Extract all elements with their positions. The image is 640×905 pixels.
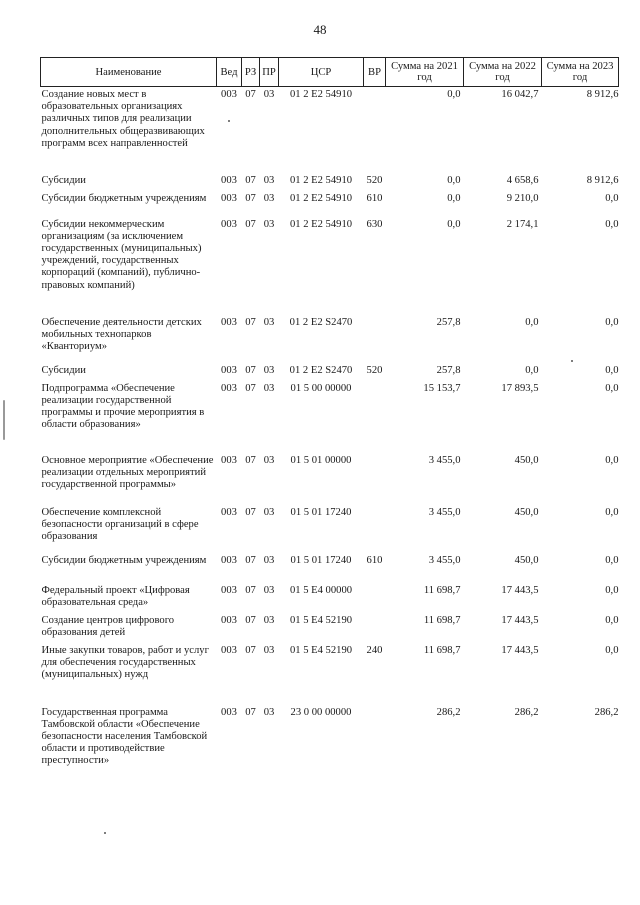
row-rz: 07 [245, 382, 256, 394]
row-vr: 520 [366, 364, 383, 376]
row-sum-2021: 15 153,7 [423, 382, 461, 394]
row-ved: 003 [221, 506, 237, 518]
row-sum-2022: 0,0 [525, 316, 539, 328]
row-pr: 03 [263, 584, 275, 596]
row-sum-2021: 3 455,0 [428, 554, 461, 566]
table-row [41, 505, 619, 553]
row-vr [364, 453, 386, 505]
scan-speck [3, 400, 5, 440]
row-rz: 07 [245, 218, 256, 230]
header-sum-2022: Сумма на 2022 год [464, 58, 542, 87]
table-row [41, 453, 619, 505]
row-csr: 01 2 E2 54910 [289, 192, 353, 204]
row-rz: 07 [245, 316, 256, 328]
row-pr: 03 [263, 554, 275, 566]
row-pr: 03 [263, 364, 275, 376]
row-rz: 07 [245, 554, 256, 566]
row-ved: 003 [221, 364, 237, 376]
header-vr: ВР [364, 58, 386, 87]
row-rz: 07 [245, 614, 256, 626]
row-sum-2023: 0,0 [605, 382, 619, 394]
header-rz: РЗ [242, 58, 260, 87]
row-pr: 03 [263, 174, 275, 186]
row-csr: 01 5 01 17240 [290, 506, 352, 518]
row-sum-2022: 17 443,5 [501, 584, 539, 596]
row-sum-2021: 11 698,7 [423, 614, 461, 626]
header-pr: ПР [260, 58, 279, 87]
row-sum-2022: 450,0 [514, 506, 539, 518]
row-csr: 01 5 E4 00000 [289, 584, 353, 596]
row-ved: 003 [221, 554, 237, 566]
table-row [41, 363, 619, 381]
row-csr: 01 2 E2 S2470 [289, 316, 353, 328]
page-number: 48 [313, 22, 327, 37]
row-vr: 610 [366, 554, 383, 566]
row-sum-2021: 257,8 [436, 316, 461, 328]
row-sum-2021: 11 698,7 [423, 584, 461, 596]
table-row [41, 583, 619, 613]
row-pr: 03 [263, 644, 275, 656]
row-name: Иные закупки товаров, работ и услуг для обеспечения государственных (муниципальных) нужд [41, 644, 209, 680]
row-sum-2022: 4 658,6 [506, 174, 539, 186]
row-ved: 003 [221, 706, 237, 718]
row-name: Субсидии некоммерческим организациям (за исключением государственных (муниципальных) учреждений, государственных корпораций (компаний), публично-правовых компаний) [41, 218, 202, 291]
table-row [41, 643, 619, 705]
row-csr: 01 2 E2 54910 [289, 174, 353, 186]
row-vr [364, 613, 386, 643]
row-name: Субсидии бюджетным учреждениям [41, 554, 207, 566]
row-name: Субсидии бюджетным учреждениям [41, 192, 207, 204]
row-sum-2023: 0,0 [605, 644, 619, 656]
table-row [41, 173, 619, 191]
row-sum-2023: 0,0 [605, 554, 619, 566]
row-sum-2022: 0,0 [525, 364, 539, 376]
row-csr: 01 5 00 00000 [290, 382, 352, 394]
table-row [41, 217, 619, 315]
row-name: Субсидии [41, 364, 86, 376]
row-sum-2021: 0,0 [447, 89, 461, 100]
row-sum-2021: 257,8 [436, 364, 461, 376]
scan-speck [228, 120, 230, 122]
row-vr [364, 315, 386, 363]
row-name: Создание центров цифрового образования детей [41, 614, 175, 638]
row-sum-2022: 17 443,5 [501, 614, 539, 626]
row-ved: 003 [221, 584, 237, 596]
header-sum-2021: Сумма на 2021 год [386, 58, 464, 87]
row-csr: 01 2 E2 S2470 [289, 364, 353, 376]
row-sum-2021: 0,0 [447, 174, 461, 186]
row-sum-2021: 0,0 [447, 218, 461, 230]
table-row [41, 381, 619, 453]
table-row [41, 315, 619, 363]
row-rz: 07 [245, 89, 256, 100]
row-vr [364, 705, 386, 775]
row-vr [364, 583, 386, 613]
row-sum-2023: 0,0 [605, 454, 619, 466]
row-sum-2023: 286,2 [594, 706, 619, 718]
row-ved: 003 [221, 454, 237, 466]
table-row [41, 191, 619, 217]
row-sum-2023: 0,0 [605, 614, 619, 626]
row-vr [364, 381, 386, 453]
row-ved: 003 [221, 644, 237, 656]
row-name: Субсидии [41, 174, 86, 186]
row-sum-2023: 8 912,6 [586, 89, 619, 100]
row-rz: 07 [245, 192, 256, 204]
row-sum-2022: 2 174,1 [506, 218, 539, 230]
row-ved: 003 [221, 316, 237, 328]
row-ved: 003 [221, 89, 237, 100]
row-sum-2022: 450,0 [514, 454, 539, 466]
row-pr: 03 [263, 614, 275, 626]
table-row [41, 553, 619, 583]
row-csr: 23 0 00 00000 [290, 706, 352, 718]
row-pr: 03 [263, 192, 275, 204]
row-sum-2022: 17 893,5 [501, 382, 539, 394]
row-csr: 01 5 01 00000 [290, 454, 352, 466]
row-csr: 01 5 01 17240 [290, 554, 352, 566]
row-sum-2022: 16 042,7 [501, 89, 539, 100]
row-vr [364, 87, 386, 173]
row-name: Основное мероприятие «Обеспечение реализации отдельных мероприятий государственной программы» [41, 454, 214, 490]
row-csr: 01 5 E4 52190 [289, 614, 353, 626]
header-csr: ЦСР [279, 58, 364, 87]
row-rz: 07 [245, 506, 256, 518]
row-name: Обеспечение комплексной безопасности организаций в сфере образования [41, 506, 199, 542]
row-sum-2021: 11 698,7 [423, 644, 461, 656]
row-sum-2022: 17 443,5 [501, 644, 539, 656]
row-vr: 240 [366, 644, 383, 656]
row-sum-2022: 450,0 [514, 554, 539, 566]
row-sum-2022: 286,2 [514, 706, 539, 718]
row-sum-2021: 286,2 [436, 706, 461, 718]
row-sum-2021: 3 455,0 [428, 454, 461, 466]
row-rz: 07 [245, 364, 256, 376]
row-sum-2021: 3 455,0 [428, 506, 461, 518]
row-ved: 003 [221, 218, 237, 230]
header-ved: Вед [217, 58, 242, 87]
row-vr: 610 [366, 192, 383, 204]
row-name: Государственная программа Тамбовской области «Обеспечение безопасности населения Тамбовской области и противодействие преступности» [41, 706, 208, 767]
scan-speck [571, 360, 573, 362]
row-pr: 03 [263, 89, 275, 100]
row-pr: 03 [263, 706, 275, 718]
scan-speck [104, 832, 106, 834]
table-row [41, 87, 619, 173]
row-pr: 03 [263, 382, 275, 394]
row-pr: 03 [263, 454, 275, 466]
row-sum-2022: 9 210,0 [506, 192, 539, 204]
table-row [41, 705, 619, 775]
table-body [41, 87, 619, 775]
row-pr: 03 [263, 316, 275, 328]
row-vr: 520 [366, 174, 383, 186]
row-csr: 01 2 E2 54910 [289, 89, 353, 100]
row-name: Подпрограмма «Обеспечение реализации государственной программы и прочие мероприятия в области образования» [41, 382, 205, 431]
row-csr: 01 5 E4 52190 [289, 644, 353, 656]
row-rz: 07 [245, 174, 256, 186]
row-vr: 630 [366, 218, 383, 230]
row-rz: 07 [245, 706, 256, 718]
row-sum-2023: 0,0 [605, 192, 619, 204]
row-name: Создание новых мест в образовательных организациях различных типов для реализации дополнительных общеразвивающих программ всех направленностей [41, 89, 205, 149]
row-pr: 03 [263, 506, 275, 518]
row-ved: 003 [221, 192, 237, 204]
row-sum-2023: 0,0 [605, 316, 619, 328]
table-header [41, 58, 619, 87]
budget-table [40, 57, 619, 775]
table-row [41, 613, 619, 643]
row-rz: 07 [245, 584, 256, 596]
row-vr [364, 505, 386, 553]
header-name: Наименование [41, 58, 217, 87]
header-sum-2023: Сумма на 2023 год [542, 58, 619, 87]
row-sum-2023: 0,0 [605, 364, 619, 376]
row-rz: 07 [245, 454, 256, 466]
row-pr: 03 [263, 218, 275, 230]
row-sum-2023: 0,0 [605, 584, 619, 596]
row-name: Обеспечение деятельности детских мобильных технопарков «Кванториум» [41, 316, 202, 352]
row-ved: 003 [221, 174, 237, 186]
row-ved: 003 [221, 614, 237, 626]
row-rz: 07 [245, 644, 256, 656]
row-sum-2021: 0,0 [447, 192, 461, 204]
row-sum-2023: 0,0 [605, 218, 619, 230]
row-csr: 01 2 E2 54910 [289, 218, 353, 230]
row-sum-2023: 0,0 [605, 506, 619, 518]
row-name: Федеральный проект «Цифровая образовательная среда» [41, 584, 190, 608]
row-ved: 003 [221, 382, 237, 394]
row-sum-2023: 8 912,6 [586, 174, 619, 186]
